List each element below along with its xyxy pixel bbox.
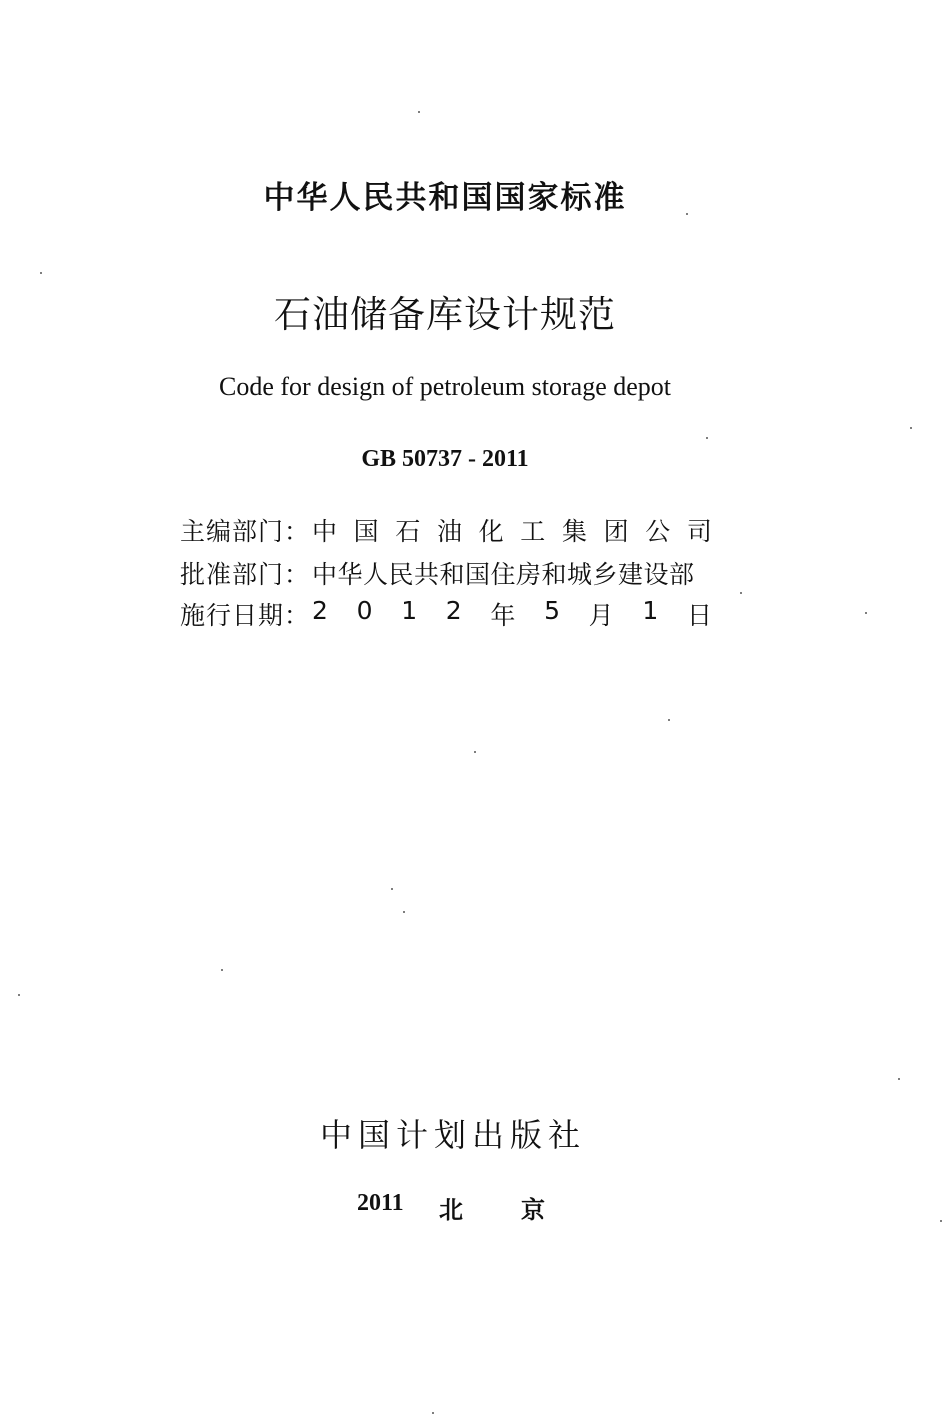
effective-date-char: 2 (312, 596, 328, 625)
document-title-chinese: 石油储备库设计规范 (274, 293, 616, 336)
effective-date-char: 1 (642, 596, 659, 625)
chief-editor-row (180, 512, 740, 546)
scan-speck (391, 888, 393, 890)
chief-editor-char: 国 (353, 517, 379, 546)
scan-speck (940, 1220, 942, 1222)
scan-speck (432, 1412, 434, 1414)
chief-editor-char: 中 (312, 517, 338, 546)
chief-editor-char: 司 (686, 517, 712, 546)
effective-date-char: 5 (544, 596, 560, 625)
scan-speck (221, 969, 223, 971)
chief-editor-char: 团 (603, 517, 629, 546)
chief-editor-char: 工 (520, 517, 546, 546)
chief-editor-label: 主编部门： (180, 517, 311, 546)
publication-city-char: 京 (521, 1196, 545, 1224)
effective-date-label: 施行日期： (180, 601, 311, 630)
chief-editor-char: 化 (478, 517, 504, 546)
chief-editor-char: 集 (561, 517, 587, 546)
document-title-english: Code for design of petroleum storage depot (219, 372, 671, 401)
scan-speck (668, 719, 670, 721)
standard-category: 中华人民共和国国家标准 (263, 180, 627, 216)
effective-date-char: 1 (401, 596, 418, 625)
scan-speck (706, 437, 708, 439)
approver-label: 批准部门： (180, 560, 311, 589)
scan-speck (474, 751, 476, 753)
effective-date-char: 2 (445, 596, 462, 625)
scan-speck (910, 427, 912, 429)
effective-date-char: 月 (588, 601, 614, 630)
scan-speck (865, 612, 867, 614)
scan-speck (40, 272, 42, 274)
approver-value: 中华人民共和国住房和城乡建设部 (312, 560, 695, 589)
effective-date-char: 0 (356, 596, 373, 625)
chief-editor-char: 石 (395, 517, 421, 546)
scan-speck (898, 1078, 900, 1080)
effective-date-row (180, 596, 740, 630)
effective-date-char: 日 (686, 601, 712, 630)
effective-date-value (312, 596, 712, 632)
scan-speck (740, 592, 742, 594)
standard-number: GB 50737 - 2011 (361, 446, 529, 472)
publication-year: 2011 (357, 1190, 404, 1216)
scan-speck (403, 911, 405, 913)
scan-speck (686, 213, 688, 215)
chief-editor-char: 公 (645, 517, 671, 546)
approver-row (180, 555, 740, 589)
publisher-name: 中国计划出版社 (319, 1116, 586, 1154)
effective-date-char: 年 (490, 601, 516, 630)
scan-speck (18, 994, 20, 996)
publication-city (439, 1190, 545, 1225)
chief-editor-value (312, 512, 712, 548)
chief-editor-char: 油 (436, 517, 462, 546)
publication-city-char: 北 (439, 1196, 463, 1224)
scan-speck (418, 111, 420, 113)
